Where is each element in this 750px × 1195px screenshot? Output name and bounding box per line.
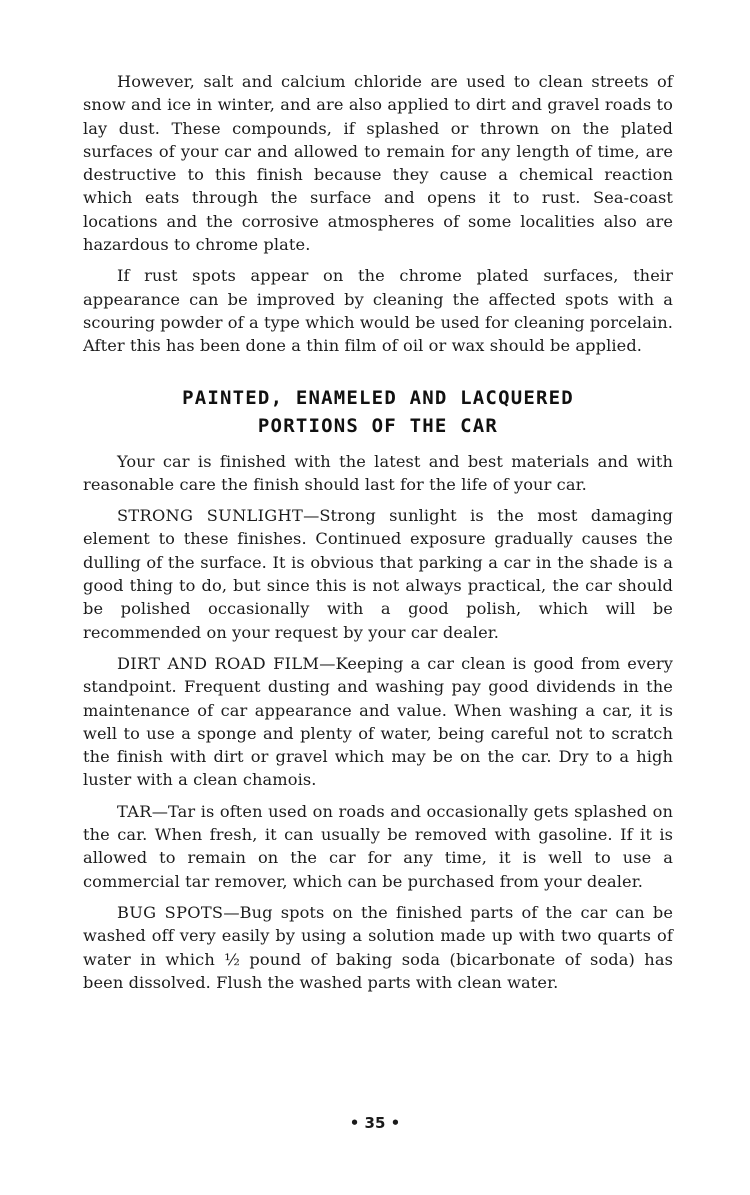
paragraph-tar (83, 800, 673, 893)
paragraph-rust-spots: If rust spots appear on the chrome plated surfaces, their appearance can be improved by cleaning the affected spots with a scouring powder of a type which would be used for cleaning porcelain. After this has been done a thin film of oil or wax should be applied. (83, 266, 673, 356)
manual-page (83, 70, 673, 1002)
lead-dirt-road-film: DIRT AND ROAD FILM (117, 653, 320, 673)
heading-line-1: PAINTED, ENAMELED AND LACQUERED (182, 386, 574, 409)
lead-bug-spots: BUG SPOTS (117, 902, 224, 922)
paragraph-dirt-road-film (83, 652, 673, 792)
paragraph-strong-sunlight (83, 504, 673, 644)
page-number: • 35 • (349, 1114, 401, 1132)
body-bug-spots: —Bug spots on the finished parts of the car can be washed off very easily by using a solution made up with two quarts of water in which ½ pound of baking soda (bicarbonate of soda) has been dissolved. Flush the washed parts with clean water. (83, 902, 674, 992)
lead-tar: TAR (117, 801, 152, 821)
body-dirt-road-film: —Keeping a car clean is good from every standpoint. Frequent dusting and washing pay good dividends in the maintenance of car appearance and value. When washing a car, it is well to use a sponge and plenty of water, being careful not to scratch the finish with dirt or gravel which may be on the car. Dry to a high luster with a clean chamois. (83, 653, 673, 790)
paragraph-bug-spots (83, 901, 673, 994)
section-heading (83, 384, 673, 440)
lead-strong-sunlight: STRONG SUNLIGHT (117, 506, 304, 526)
paragraph-intro: Your car is finished with the latest and best materials and with reasonable care the finish should last for the life of your car. (83, 451, 673, 494)
body-tar: —Tar is often used on roads and occasionally gets splashed on the car. When fresh, it can usually be removed with gasoline. If it is allowed to remain on the car for any time, it is well to use a commercial tar remover, which can be purchased from your dealer. (83, 801, 673, 891)
heading-line-2: PORTIONS OF THE CAR (257, 414, 499, 437)
paragraph-salt-calcium: However, salt and calcium chloride are used to clean streets of snow and ice in winter, and are also applied to dirt and gravel roads to lay dust. These compounds, if splashed or thrown on the plated surfaces of your car and allowed to remain for any length of time, are destructive to this finish because they cause a chemical reaction which eats through the surface and opens it to rust. Sea-coast locations and the corrosive atmospheres of some localities also are hazardous to chrome plate. (83, 72, 673, 255)
body-strong-sunlight: —Strong sunlight is the most damaging element to these finishes. Continued exposure gradually causes the dulling of the surface. It is obvious that parking a car in the shade is a good thing to do, but since this is not always practical, the car should be polished occasionally with a good polish, which will be recommended on your request by your car dealer. (83, 506, 673, 642)
